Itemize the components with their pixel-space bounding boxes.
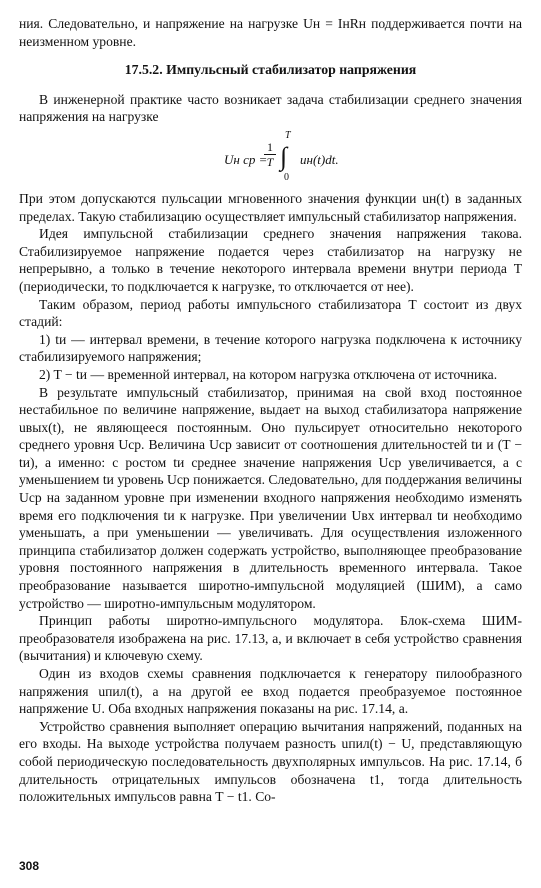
formula-fraction bbox=[264, 140, 276, 169]
section-heading: 17.5.2. Импульсный стабилизатор напряжения bbox=[124, 62, 417, 78]
paragraph-ripple: При этом допускаются пульсации мгновенного значения функции uн(t) в заданных пределах. Такую стабилизацию осуществляет импульсный стабилизатор напряжения. bbox=[19, 190, 522, 224]
formula-integrand: uн(t)dt. bbox=[300, 151, 339, 167]
paragraph-idea: Идея импульсной стабилизации среднего значения напряжения такова. Стабилизируемое напряжение подается через стабилизатор на нагрузку не непрерывно, а только в течение некоторого интервала времени внутри периода T (периодически, то подключается к нагрузке, то отключается от нее). bbox=[19, 226, 522, 294]
formula-lhs: Uн ср = bbox=[224, 151, 268, 167]
top-paragraph: ния. Следовательно, и напряжение на нагрузке Uн = IнRн поддерживается почти на неизменном уровне. bbox=[19, 16, 522, 49]
intro-paragraph: В инженерной практике часто возникает задача стабилизации среднего значения напряжения на нагрузке bbox=[19, 91, 522, 125]
paragraph-result: В результате импульсный стабилизатор, принимая на свой вход постоянное нестабильное по величине напряжение, выдает на выход стабилизатора напряжение uвых(t), не являющееся постоянным. Оно пульсирует относительно некоторого среднего уровня Uср. Величина Uср зависит от соотношения длительностей tи и (T − tи), а именно: с ростом tи среднее значение напряжения Uср увеличивается, а с уменьшением tи уровень Uср понижается. Следовательно, для поддержания величины Uср на заданном уровне при изменении входного напряжения необходимо изменять время его подключения tи к нагрузке. При увеличении Uвх интервал tи необходимо уменьшать, а при уменьшении — увеличивать. Для осуществления изложенного принципа стабилизатор должен содержать устройство, выполняющее преобразование уровня постоянного напряжения в длительность временного интервала. Такое преобразование называется широтно-импульсной модуляцией (ШИМ), а само устройство — широтно-импульсным модулятором. bbox=[19, 384, 522, 611]
integral-lower-limit: 0 bbox=[284, 171, 289, 183]
page-text-column bbox=[19, 15, 522, 806]
paragraph-comparator-output: Устройство сравнения выполняет операцию вычитания напряжений, поданных на его входы. На выходе устройства получаем разность uпил(t) − U, представляющую собой периодическую последовательность двухполярных импульсов. На рис. 17.14, б длительность отрицательных импульсов обозначена t1, тогда длительность положительных импульсов равна T − t1. Со- bbox=[19, 718, 522, 805]
integral-upper-limit: T bbox=[285, 129, 291, 141]
list-item-stage-1: 1) tи — интервал времени, в течение которого нагрузка подключена к источнику стабилизируемого напряжения; bbox=[19, 331, 522, 365]
list-item-stage-2: 2) T − tи — временной интервал, на котором нагрузка отключена от источника. bbox=[39, 366, 498, 382]
average-voltage-formula bbox=[19, 130, 522, 188]
paragraph-period: Таким образом, период работы импульсного стабилизатора T состоит из двух стадий: bbox=[19, 296, 522, 330]
page-number: 308 bbox=[19, 859, 40, 873]
formula-numerator: 1 bbox=[267, 139, 273, 154]
integral-sign-icon: ∫ bbox=[280, 141, 288, 171]
paragraph-pwm-principle: Принцип работы широтно-импульсного модулятора. Блок-схема ШИМ-преобразователя изображена на рис. 17.13, а, и включает в себя устройство сравнения (вычитания) и ключевую схему. bbox=[19, 613, 522, 664]
paragraph-comparator-inputs: Один из входов схемы сравнения подключается к генератору пилообразного напряжения uпил(t), а на другой ее вход подается преобразуемое постоянное напряжение U. Оба входных напряжения показаны на рис. 17.14, а. bbox=[19, 666, 522, 717]
formula-denominator: T bbox=[264, 154, 276, 169]
